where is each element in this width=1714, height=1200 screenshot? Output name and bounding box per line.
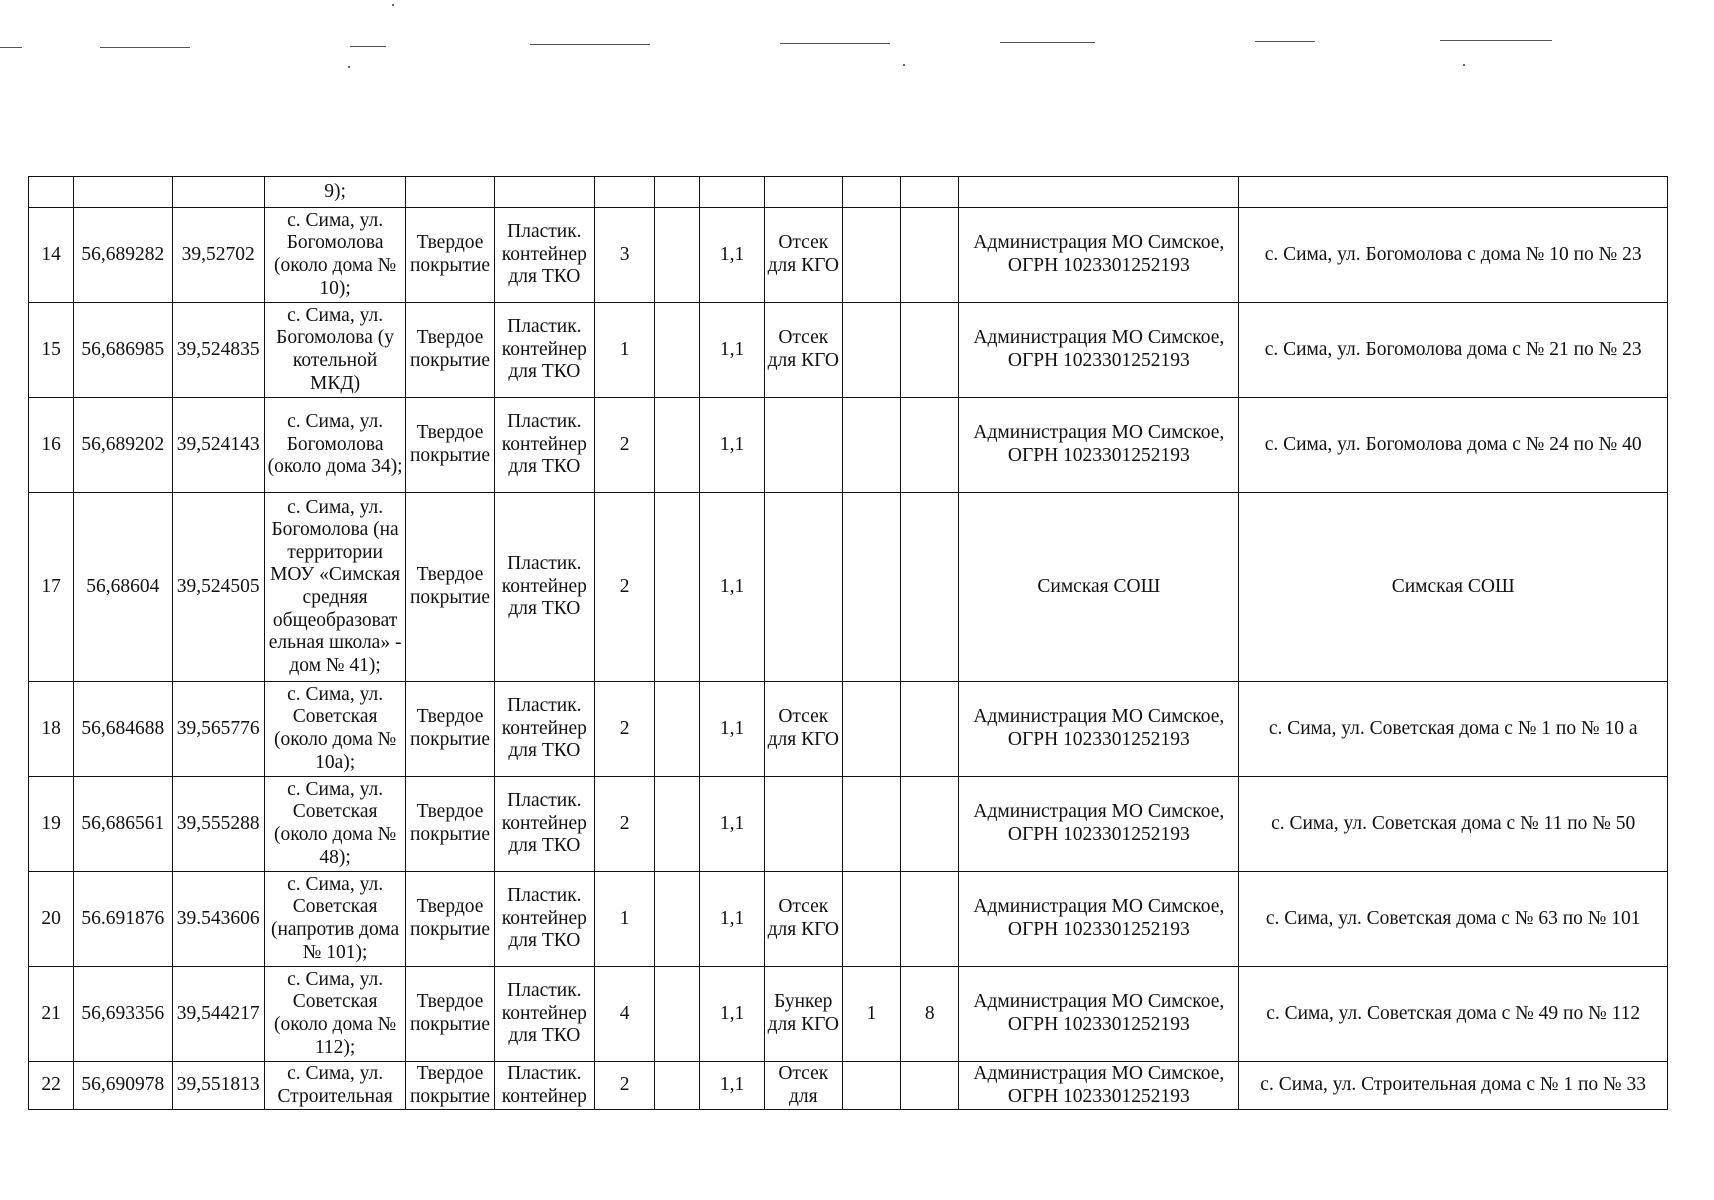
latitude-cell: 56,690978 <box>74 1062 172 1110</box>
empty-cell <box>655 303 700 398</box>
surface-type-cell: Твердое покрытие <box>406 967 494 1062</box>
row-number-cell: 15 <box>29 303 74 398</box>
bulky-volume-cell: 8 <box>901 967 959 1062</box>
address-cell: с. Сима, ул. Советская (около дома № 48); <box>264 777 406 872</box>
table-row <box>29 967 1668 1062</box>
address-cell: с. Сима, ул. Богомолова (у котельной МКД) <box>264 303 406 398</box>
table-row <box>29 303 1668 398</box>
table-row <box>29 1062 1668 1110</box>
bulky-count-cell <box>842 493 900 682</box>
longitude-cell: 39,551813 <box>172 1062 264 1110</box>
container-type-cell: Пластик. контейнер для ТКО <box>494 682 594 777</box>
owner-cell: Администрация МО Симское, ОГРН 1023301252193 <box>959 777 1239 872</box>
address-cell: с. Сима, ул. Советская (около дома № 10а); <box>264 682 406 777</box>
container-count-cell: 1 <box>595 303 655 398</box>
bulky-waste-cell <box>764 493 842 682</box>
bulky-waste-cell: Отсек для КГО <box>764 872 842 967</box>
longitude-cell: 39,555288 <box>172 777 264 872</box>
row-number-cell: 18 <box>29 682 74 777</box>
table-row <box>29 493 1668 682</box>
owner-cell: Администрация МО Симское, ОГРН 1023301252193 <box>959 682 1239 777</box>
row-number-cell: 17 <box>29 493 74 682</box>
surface-type-cell: Твердое покрытие <box>406 303 494 398</box>
container-volume-cell: 1,1 <box>700 1062 764 1110</box>
bulky-count-cell <box>842 872 900 967</box>
bulky-count-cell <box>842 398 900 493</box>
container-count-cell: 2 <box>595 493 655 682</box>
row-number-cell: 20 <box>29 872 74 967</box>
waste-sources-cell: с. Сима, ул. Богомолова с дома № 10 по № 23 <box>1239 208 1668 303</box>
longitude-cell: 39,544217 <box>172 967 264 1062</box>
empty-cell <box>655 967 700 1062</box>
waste-sources-cell: с. Сима, ул. Советская дома с № 63 по № 101 <box>1239 872 1668 967</box>
address-cell: с. Сима, ул. Строительная <box>264 1062 406 1110</box>
container-count-cell: 4 <box>595 967 655 1062</box>
owner-cell: Администрация МО Симское, ОГРН 1023301252193 <box>959 398 1239 493</box>
table-row <box>29 872 1668 967</box>
waste-sources-cell: с. Сима, ул. Богомолова дома с № 21 по № 23 <box>1239 303 1668 398</box>
waste-sources-cell: с. Сима, ул. Советская дома с № 49 по № 112 <box>1239 967 1668 1062</box>
bulky-waste-cell: Отсек для КГО <box>764 208 842 303</box>
row-number-cell: 19 <box>29 777 74 872</box>
owner-cell: Симская СОШ <box>959 493 1239 682</box>
surface-type-cell: Твердое покрытие <box>406 208 494 303</box>
waste-sources-cell: Симская СОШ <box>1239 493 1668 682</box>
surface-type-cell: Твердое покрытие <box>406 682 494 777</box>
container-type-cell: Пластик. контейнер для ТКО <box>494 493 594 682</box>
owner-cell: Администрация МО Симское, ОГРН 1023301252193 <box>959 303 1239 398</box>
table-row <box>29 682 1668 777</box>
waste-sources-cell: с. Сима, ул. Советская дома с № 1 по № 10 а <box>1239 682 1668 777</box>
row-number-cell: 21 <box>29 967 74 1062</box>
empty-cell <box>655 872 700 967</box>
surface-type-cell: Твердое покрытие <box>406 872 494 967</box>
bulky-count-cell: 1 <box>842 967 900 1062</box>
bulky-waste-cell <box>764 777 842 872</box>
container-volume-cell: 1,1 <box>700 777 764 872</box>
bulky-volume-cell <box>901 777 959 872</box>
bulky-waste-cell: Отсек для КГО <box>764 303 842 398</box>
bulky-count-cell <box>842 1062 900 1110</box>
row-number-cell: 22 <box>29 1062 74 1110</box>
owner-cell: Администрация МО Симское, ОГРН 1023301252193 <box>959 967 1239 1062</box>
container-volume-cell: 1,1 <box>700 872 764 967</box>
address-cell: с. Сима, ул. Советская (напротив дома № 101); <box>264 872 406 967</box>
longitude-cell: 39.543606 <box>172 872 264 967</box>
container-volume-cell: 1,1 <box>700 208 764 303</box>
container-type-cell: Пластик. контейнер для ТКО <box>494 777 594 872</box>
table-row <box>29 777 1668 872</box>
address-cell: 9); <box>264 177 406 208</box>
empty-cell <box>655 493 700 682</box>
address-cell: с. Сима, ул. Богомолова (около дома 34); <box>264 398 406 493</box>
container-volume-cell: 1,1 <box>700 682 764 777</box>
surface-type-cell: Твердое покрытие <box>406 1062 494 1110</box>
container-count-cell: 3 <box>595 208 655 303</box>
container-type-cell: Пластик. контейнер <box>494 1062 594 1110</box>
surface-type-cell: Твердое покрытие <box>406 493 494 682</box>
bulky-waste-cell: Отсек для КГО <box>764 682 842 777</box>
bulky-count-cell <box>842 682 900 777</box>
empty-cell <box>655 1062 700 1110</box>
bulky-count-cell <box>842 303 900 398</box>
latitude-cell: 56.691876 <box>74 872 172 967</box>
bulky-volume-cell <box>901 872 959 967</box>
row-number-cell: 16 <box>29 398 74 493</box>
latitude-cell: 56,68604 <box>74 493 172 682</box>
address-cell: с. Сима, ул. Советская (около дома № 112); <box>264 967 406 1062</box>
bulky-waste-cell: Бункер для КГО <box>764 967 842 1062</box>
owner-cell: Администрация МО Симское, ОГРН 1023301252193 <box>959 1062 1239 1110</box>
container-volume-cell: 1,1 <box>700 493 764 682</box>
bulky-volume-cell <box>901 208 959 303</box>
container-count-cell: 2 <box>595 1062 655 1110</box>
waste-sources-cell: с. Сима, ул. Строительная дома с № 1 по № 33 <box>1239 1062 1668 1110</box>
waste-sources-cell: с. Сима, ул. Богомолова дома с № 24 по № 40 <box>1239 398 1668 493</box>
latitude-cell: 56,689202 <box>74 398 172 493</box>
longitude-cell: 39,524143 <box>172 398 264 493</box>
scan-artifacts <box>0 0 1714 100</box>
empty-cell <box>655 777 700 872</box>
bulky-volume-cell <box>901 493 959 682</box>
container-volume-cell: 1,1 <box>700 398 764 493</box>
bulky-volume-cell <box>901 303 959 398</box>
bulky-volume-cell <box>901 398 959 493</box>
row-number-cell: 14 <box>29 208 74 303</box>
latitude-cell: 56,684688 <box>74 682 172 777</box>
waste-sources-cell: с. Сима, ул. Советская дома с № 11 по № 50 <box>1239 777 1668 872</box>
address-cell: с. Сима, ул. Богомолова (около дома № 10); <box>264 208 406 303</box>
latitude-cell: 56,686561 <box>74 777 172 872</box>
owner-cell: Администрация МО Симское, ОГРН 1023301252193 <box>959 208 1239 303</box>
address-cell: с. Сима, ул. Богомолова (на территории МОУ «Симская средняя общеобразоват ельная школа» - дом № 41); <box>264 493 406 682</box>
table-row <box>29 398 1668 493</box>
latitude-cell: 56,686985 <box>74 303 172 398</box>
container-volume-cell: 1,1 <box>700 967 764 1062</box>
container-count-cell: 2 <box>595 682 655 777</box>
surface-type-cell: Твердое покрытие <box>406 398 494 493</box>
longitude-cell: 39,52702 <box>172 208 264 303</box>
longitude-cell: 39,565776 <box>172 682 264 777</box>
latitude-cell: 56,693356 <box>74 967 172 1062</box>
container-type-cell: Пластик. контейнер для ТКО <box>494 967 594 1062</box>
bulky-waste-cell: Отсек для <box>764 1062 842 1110</box>
empty-cell <box>655 208 700 303</box>
container-type-cell: Пластик. контейнер для ТКО <box>494 208 594 303</box>
longitude-cell: 39,524505 <box>172 493 264 682</box>
container-count-cell: 2 <box>595 398 655 493</box>
container-type-cell: Пластик. контейнер для ТКО <box>494 303 594 398</box>
longitude-cell: 39,524835 <box>172 303 264 398</box>
continuation-row <box>29 177 1668 208</box>
container-type-cell: Пластик. контейнер для ТКО <box>494 872 594 967</box>
table-row <box>29 208 1668 303</box>
container-count-cell: 2 <box>595 777 655 872</box>
latitude-cell: 56,689282 <box>74 208 172 303</box>
container-type-cell: Пластик. контейнер для ТКО <box>494 398 594 493</box>
waste-sites-table <box>28 176 1668 1110</box>
empty-cell <box>655 398 700 493</box>
bulky-waste-cell <box>764 398 842 493</box>
container-volume-cell: 1,1 <box>700 303 764 398</box>
bulky-volume-cell <box>901 1062 959 1110</box>
bulky-count-cell <box>842 777 900 872</box>
owner-cell: Администрация МО Симское, ОГРН 1023301252193 <box>959 872 1239 967</box>
empty-cell <box>655 682 700 777</box>
bulky-count-cell <box>842 208 900 303</box>
container-count-cell: 1 <box>595 872 655 967</box>
surface-type-cell: Твердое покрытие <box>406 777 494 872</box>
bulky-volume-cell <box>901 682 959 777</box>
